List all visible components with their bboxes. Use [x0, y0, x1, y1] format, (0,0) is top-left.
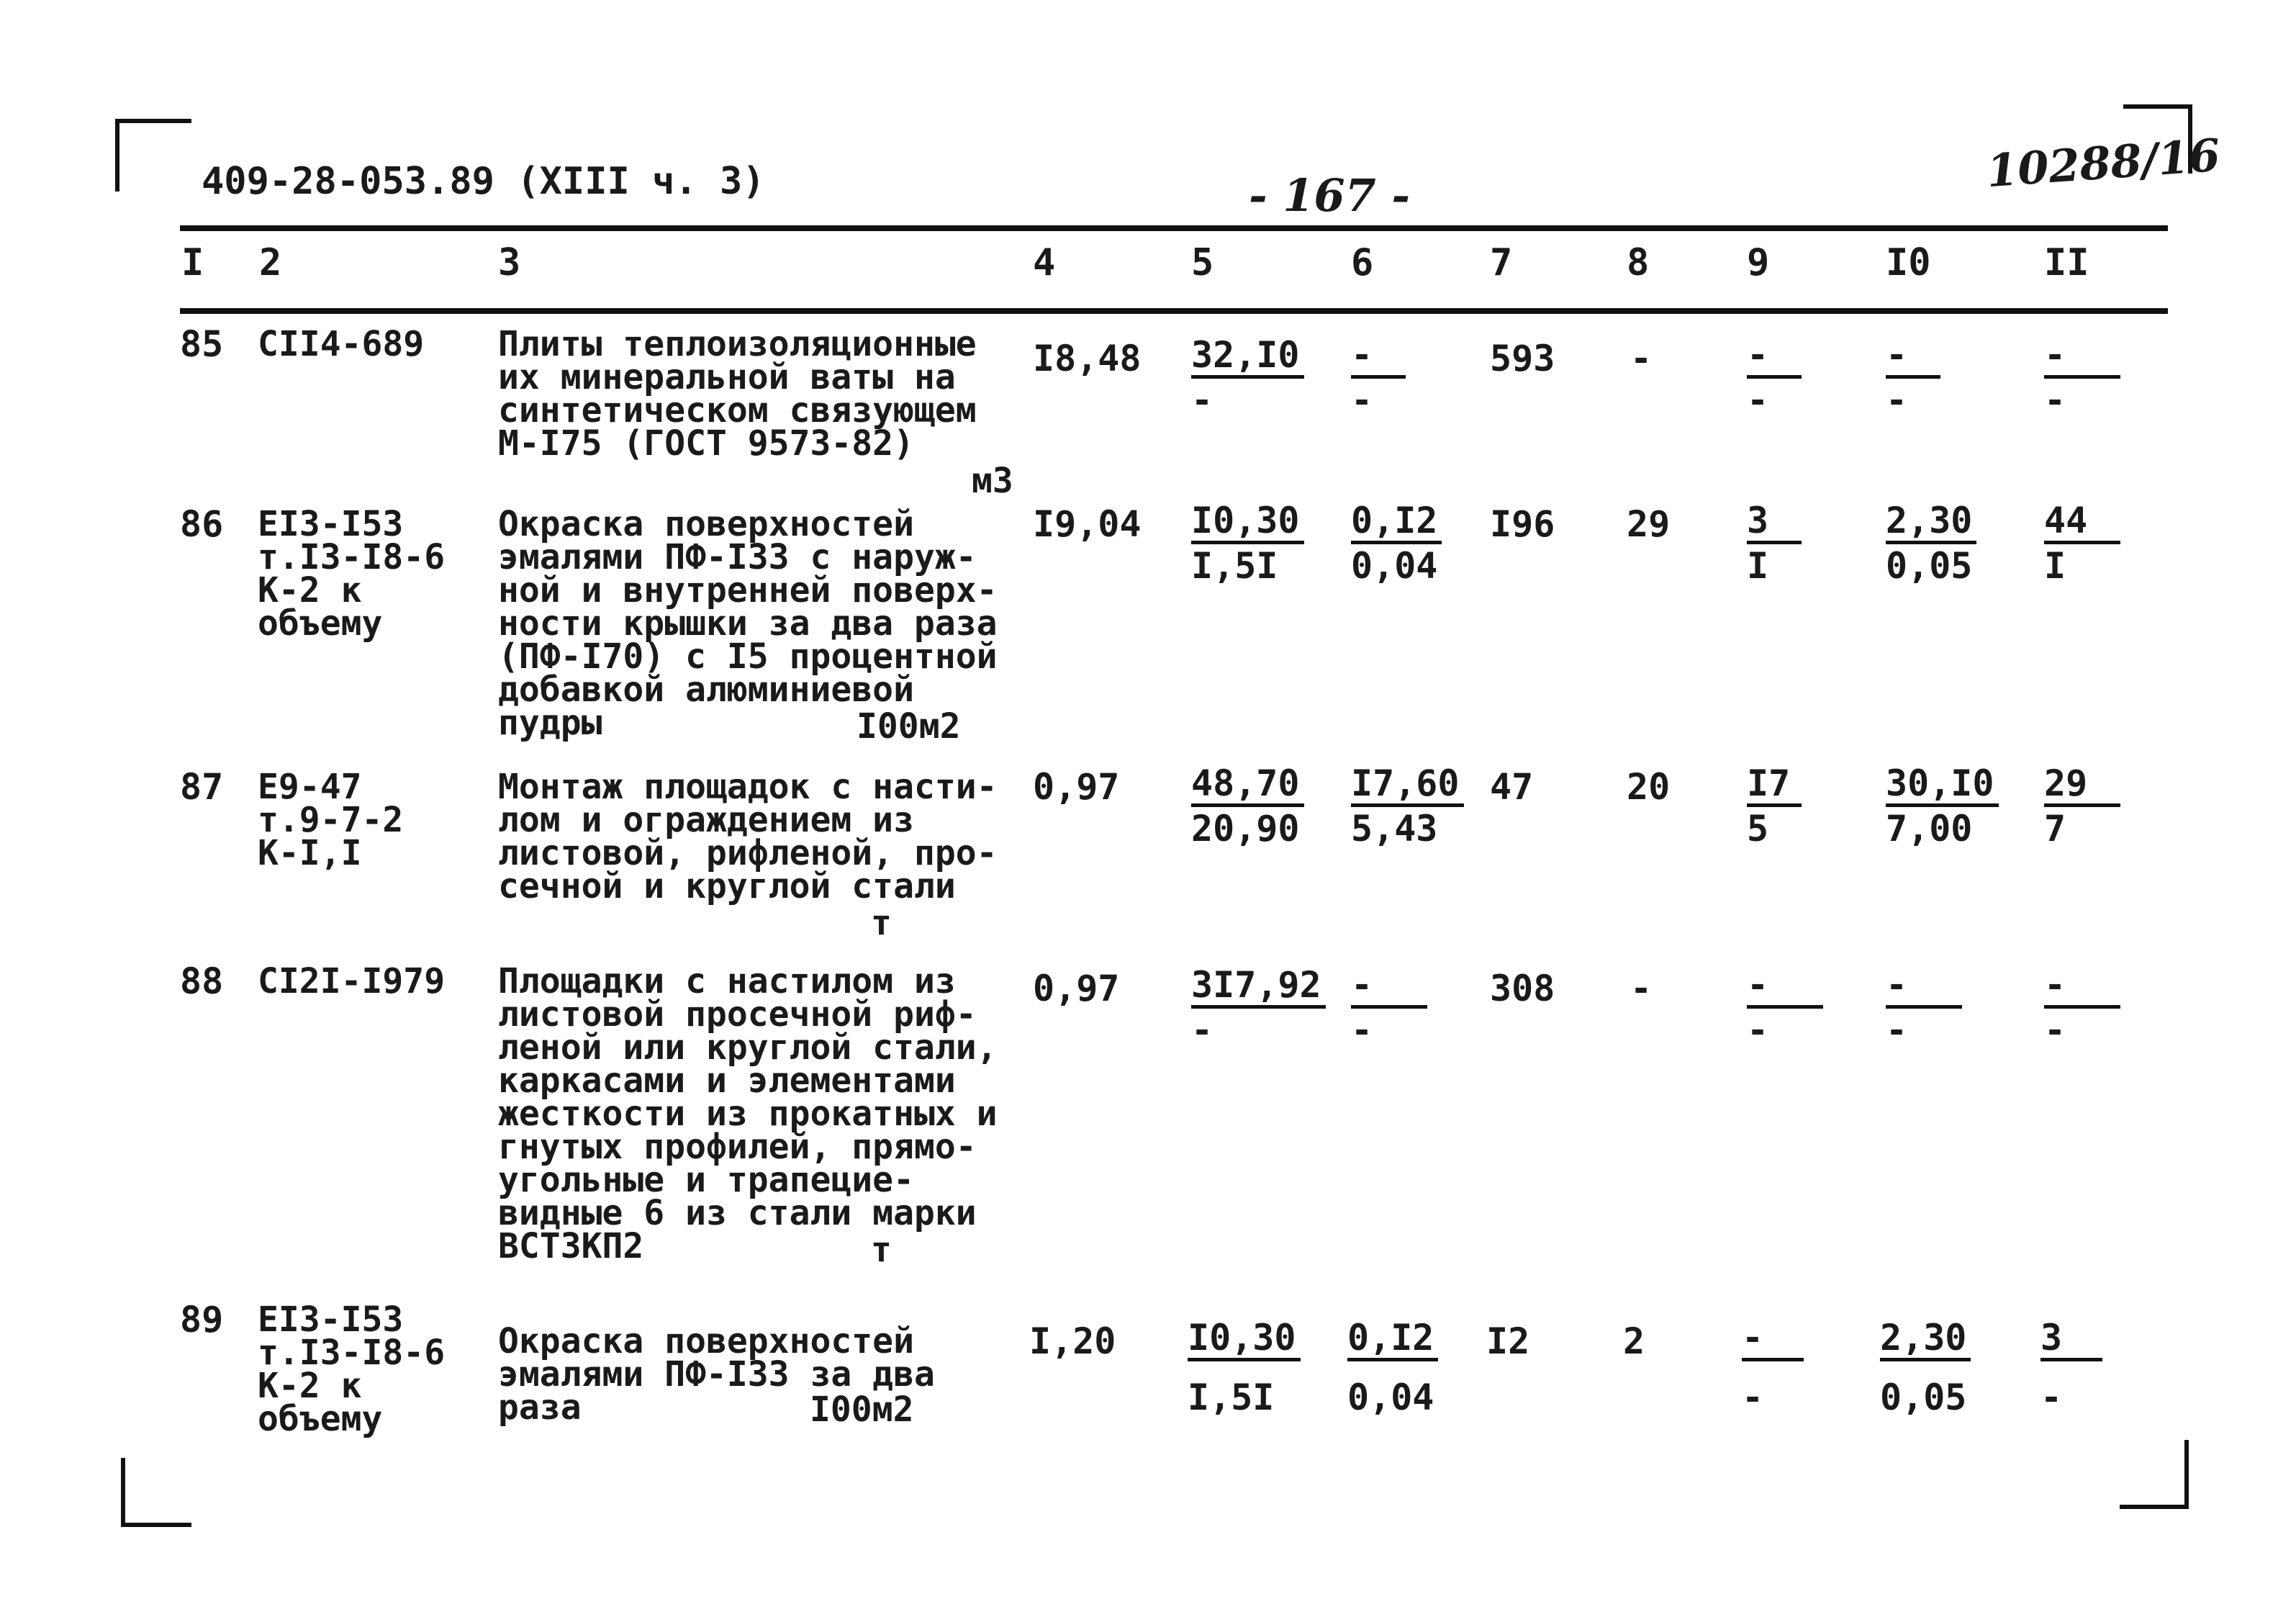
col10-bottom: 0,05 [1886, 545, 1973, 587]
document-code: 409-28-053.89 (XIII ч. 3) [202, 160, 765, 203]
quantity: 0,97 [1033, 968, 1120, 1009]
rate-code: CI2I-I979 [258, 961, 446, 1001]
col9-bottom: - [1742, 1377, 1764, 1418]
sheet-reference: 10288/16 [1984, 128, 2222, 198]
column-header-8: 8 [1627, 241, 1650, 284]
col9-values [1747, 965, 1823, 1052]
col11-top: - [2044, 965, 2120, 1009]
col5-top: I0,30 [1191, 500, 1304, 544]
col9-bottom: - [1747, 379, 1769, 421]
col6-bottom: - [1351, 1009, 1373, 1051]
col9-top: - [1747, 335, 1802, 379]
work-description: Монтаж площадок с насти- лом и ограждением из листовой, рифленой, про- сечной и круглой стали [498, 767, 998, 906]
col11-top: 3 [2040, 1318, 2102, 1361]
col10-bottom: - [1886, 1009, 1908, 1051]
rate-code: CII4-689 [258, 324, 425, 364]
col10-top: 2,30 [1880, 1318, 1971, 1361]
col9-top: I7 [1747, 763, 1802, 807]
table-top-rule [180, 225, 2168, 231]
column-header-7: 7 [1490, 241, 1513, 284]
col9-values [1747, 335, 1802, 422]
col10-top: 2,30 [1886, 500, 1976, 544]
col9-top: - [1747, 965, 1823, 1009]
col6-values [1351, 763, 1464, 850]
col6-bottom: 0,04 [1347, 1377, 1434, 1418]
col11-values [2044, 763, 2120, 850]
col9-top: 3 [1747, 500, 1802, 544]
col5-values [1191, 965, 1326, 1052]
corner-mark-top-left [115, 119, 191, 192]
col9-bottom: - [1747, 1009, 1769, 1051]
row-number: 89 [180, 1299, 224, 1341]
rate-code: E9-47 т.9-7-2 К-I,I [258, 767, 404, 873]
col5-bottom: I,5I [1188, 1377, 1275, 1418]
column-header-11: II [2044, 241, 2089, 284]
col10-values [1880, 1318, 1971, 1419]
col6-bottom: 0,04 [1351, 545, 1438, 587]
unit-of-measure: т [871, 1230, 892, 1270]
col5-values [1188, 1318, 1301, 1419]
corner-mark-bottom-right [2120, 1440, 2189, 1509]
col9-bottom: I [1747, 545, 1769, 587]
col6-top: 0,I2 [1351, 500, 1442, 544]
col10-values [1886, 763, 1999, 850]
table-header-rule [180, 308, 2168, 314]
column-header-10: I0 [1886, 241, 1931, 284]
col10-bottom: - [1886, 379, 1908, 421]
col9-values [1742, 1318, 1804, 1419]
col7-value: I2 [1486, 1320, 1530, 1362]
col10-values [1886, 965, 1962, 1052]
col11-bottom: 7 [2044, 808, 2066, 850]
col10-top: 30,I0 [1886, 763, 1999, 807]
col6-values [1351, 965, 1427, 1052]
unit-of-measure: т [871, 903, 892, 943]
col6-top: - [1351, 965, 1427, 1009]
col6-values [1351, 335, 1406, 422]
work-description: Плиты теплоизоляционные их минеральной ваты на синтетическом связующем М-I75 (ГОСТ 9573-82) [498, 324, 977, 464]
col7-value: I96 [1490, 503, 1555, 545]
column-header-4: 4 [1033, 241, 1056, 284]
col6-top: - [1351, 335, 1406, 379]
col7-value: 47 [1490, 766, 1534, 808]
quantity: I8,48 [1033, 338, 1142, 379]
unit-of-measure: м3 [972, 461, 1013, 501]
unit-of-measure: I00м2 [857, 706, 961, 747]
rate-code: EI3-I53 т.I3-I8-6 К-2 к объему [258, 504, 446, 644]
col9-bottom: 5 [1747, 808, 1769, 850]
unit-of-measure: I00м2 [810, 1389, 914, 1430]
col8-value: 20 [1627, 766, 1671, 808]
col9-top: - [1742, 1318, 1804, 1361]
col11-bottom: - [2044, 379, 2066, 421]
col10-values [1886, 500, 1976, 587]
col10-bottom: 0,05 [1880, 1377, 1967, 1418]
col9-values [1747, 763, 1802, 850]
col5-bottom: - [1191, 1009, 1213, 1051]
col5-values [1191, 763, 1304, 850]
col10-values [1886, 335, 1940, 422]
row-number: 88 [180, 960, 224, 1002]
row-number: 87 [180, 766, 224, 808]
quantity: I9,04 [1033, 503, 1142, 545]
work-description: Окраска поверхностей эмалями ПФ-I33 за два раза [498, 1321, 935, 1428]
col5-values [1191, 335, 1304, 422]
col5-top: 32,I0 [1191, 335, 1304, 379]
column-header-5: 5 [1191, 241, 1214, 284]
col11-top: - [2044, 335, 2120, 379]
col6-top: 0,I2 [1347, 1318, 1438, 1361]
col6-top: I7,60 [1351, 763, 1464, 807]
col11-values [2044, 500, 2120, 587]
col6-bottom: - [1351, 379, 1373, 421]
col11-values [2044, 965, 2120, 1052]
col5-bottom: I,5I [1191, 545, 1278, 587]
column-header-3: 3 [498, 241, 521, 284]
col10-top: - [1886, 335, 1940, 379]
col9-values [1747, 500, 1802, 587]
quantity: 0,97 [1033, 766, 1120, 808]
col11-bottom: I [2044, 545, 2066, 587]
quantity: I,20 [1029, 1320, 1116, 1362]
col11-values [2040, 1318, 2102, 1419]
col11-top: 44 [2044, 500, 2120, 544]
col8-value: 2 [1623, 1320, 1645, 1362]
work-description: Окраска поверхностей эмалями ПФ-I33 с наруж- ной и внутренней поверх- ности крышки за два раза (ПФ-I70) с I5 процентной добавкой алюминиевой пудры [498, 504, 998, 743]
column-header-1: I [181, 241, 204, 284]
work-description: Площадки с настилом из листовой просечной риф- леной или круглой стали, каркасами и элементами жесткости из прокатных и гнутых профилей, прямо- угольные и трапецие- видные 6 из стали марки ВСТ3КП2 [498, 961, 998, 1266]
col5-bottom: - [1191, 379, 1213, 421]
column-header-2: 2 [259, 241, 282, 284]
col10-bottom: 7,00 [1886, 808, 1973, 850]
col7-value: 308 [1490, 968, 1555, 1009]
col11-bottom: - [2044, 1009, 2066, 1051]
col5-top: 3I7,92 [1191, 965, 1326, 1009]
rate-code: EI3-I53 т.I3-I8-6 К-2 к объему [258, 1300, 446, 1439]
row-number: 85 [180, 323, 224, 365]
col8-value: - [1630, 968, 1653, 1009]
row-number: 86 [180, 503, 224, 545]
col5-bottom: 20,90 [1191, 808, 1300, 850]
col5-top: 48,70 [1191, 763, 1304, 807]
col8-value: 29 [1627, 503, 1671, 545]
col7-value: 593 [1490, 338, 1555, 379]
col11-values [2044, 335, 2120, 422]
col6-values [1347, 1318, 1438, 1419]
col5-top: I0,30 [1188, 1318, 1301, 1361]
col6-bottom: 5,43 [1351, 808, 1438, 850]
col11-bottom: - [2040, 1377, 2063, 1418]
col11-top: 29 [2044, 763, 2120, 807]
col5-values [1191, 500, 1304, 587]
page-number: - 167 - [1249, 169, 1411, 222]
col8-value: - [1630, 338, 1653, 379]
col6-values [1351, 500, 1442, 587]
column-header-6: 6 [1351, 241, 1374, 284]
corner-mark-bottom-left [121, 1458, 191, 1527]
column-header-9: 9 [1747, 241, 1770, 284]
col10-top: - [1886, 965, 1962, 1009]
